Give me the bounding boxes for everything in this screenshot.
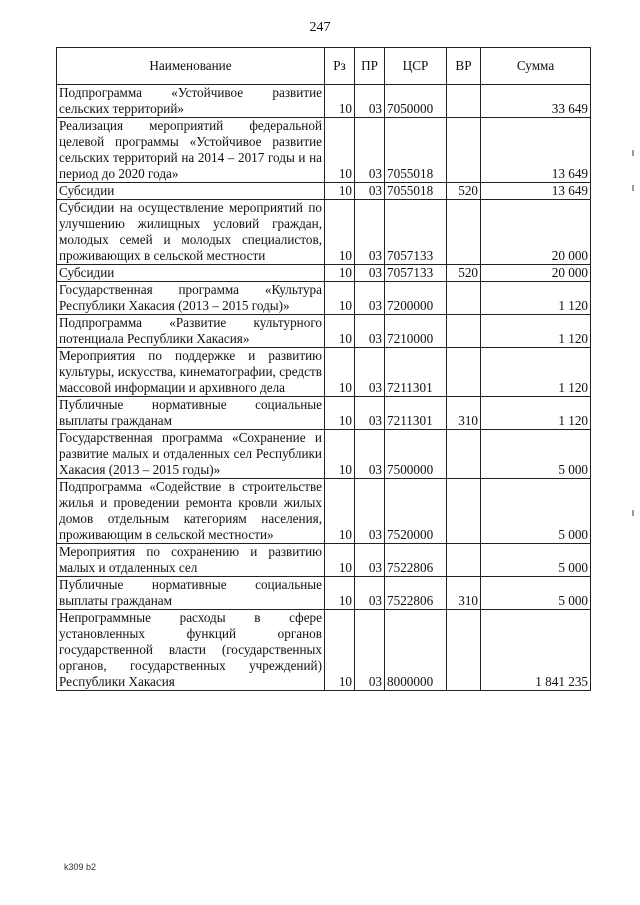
row-sum: 5 000 — [481, 544, 591, 577]
row-name: Субсидии на осуществление мероприятий по улучшению жилищных условий граждан, молодых семей и молодых специалистов, проживающих в сельской местности — [57, 200, 325, 265]
row-vr — [447, 544, 481, 577]
row-rz: 10 — [325, 544, 355, 577]
table-row — [57, 397, 591, 430]
row-vr — [447, 85, 481, 118]
table-row — [57, 85, 591, 118]
row-csr: 7210000 — [385, 315, 447, 348]
table-row — [57, 610, 591, 691]
row-name: Публичные нормативные социальные выплаты гражданам — [57, 397, 325, 430]
row-csr: 7200000 — [385, 282, 447, 315]
row-rz: 10 — [325, 265, 355, 282]
row-vr — [447, 610, 481, 691]
row-name: Реализация мероприятий федеральной целевой программы «Устойчивое развитие сельских территорий на 2014 – 2017 годы и на период до 2020 года» — [57, 118, 325, 183]
table-row — [57, 577, 591, 610]
row-rz: 10 — [325, 577, 355, 610]
table-row — [57, 118, 591, 183]
table-row — [57, 200, 591, 265]
row-vr: 310 — [447, 397, 481, 430]
row-sum: 1 120 — [481, 397, 591, 430]
table-row — [57, 479, 591, 544]
header-sum: Сумма — [481, 48, 591, 85]
row-name: Мероприятия по сохранению и развитию малых и отдаленных сел — [57, 544, 325, 577]
row-name: Подпрограмма «Содействие в строительстве жилья и проведении ремонта кровли жилых домов отдельным категориям населения, проживающим в сельской местности» — [57, 479, 325, 544]
row-rz: 10 — [325, 85, 355, 118]
row-vr: 520 — [447, 265, 481, 282]
row-csr: 7057133 — [385, 200, 447, 265]
row-sum: 1 120 — [481, 282, 591, 315]
row-vr — [447, 315, 481, 348]
table-row — [57, 430, 591, 479]
row-name: Мероприятия по поддержке и развитию культуры, искусства, кинематографии, средств массовой информации и архивного дела — [57, 348, 325, 397]
row-rz: 10 — [325, 348, 355, 397]
header-name: Наименование — [57, 48, 325, 85]
row-pr: 03 — [355, 282, 385, 315]
row-sum: 5 000 — [481, 479, 591, 544]
row-pr: 03 — [355, 118, 385, 183]
table-row — [57, 282, 591, 315]
row-csr: 7522806 — [385, 577, 447, 610]
row-vr — [447, 282, 481, 315]
row-vr — [447, 348, 481, 397]
row-rz: 10 — [325, 610, 355, 691]
row-pr: 03 — [355, 397, 385, 430]
row-sum: 20 000 — [481, 200, 591, 265]
table-row — [57, 183, 591, 200]
scan-mark — [632, 185, 634, 191]
row-pr: 03 — [355, 183, 385, 200]
row-rz: 10 — [325, 315, 355, 348]
row-name: Государственная программа «Культура Республики Хакасия (2013 – 2015 годы)» — [57, 282, 325, 315]
row-vr: 520 — [447, 183, 481, 200]
row-rz: 10 — [325, 479, 355, 544]
row-vr — [447, 430, 481, 479]
row-sum: 33 649 — [481, 85, 591, 118]
row-rz: 10 — [325, 397, 355, 430]
row-csr: 7055018 — [385, 118, 447, 183]
row-name: Субсидии — [57, 265, 325, 282]
row-sum: 1 120 — [481, 315, 591, 348]
budget-table — [56, 47, 591, 691]
row-pr: 03 — [355, 544, 385, 577]
table-row — [57, 544, 591, 577]
row-pr: 03 — [355, 265, 385, 282]
row-name: Подпрограмма «Устойчивое развитие сельских территорий» — [57, 85, 325, 118]
row-pr: 03 — [355, 85, 385, 118]
row-rz: 10 — [325, 282, 355, 315]
scan-mark — [632, 150, 634, 156]
row-sum: 13 649 — [481, 118, 591, 183]
row-name: Государственная программа «Сохранение и развитие малых и отдаленных сел Республики Хакасия (2013 – 2015 годы)» — [57, 430, 325, 479]
row-pr: 03 — [355, 200, 385, 265]
row-pr: 03 — [355, 348, 385, 397]
row-vr — [447, 200, 481, 265]
row-sum: 5 000 — [481, 577, 591, 610]
row-name: Непрограммные расходы в сфере установленных функций органов государственной власти (государственных органов, государственных учреждений) Республики Хакасия — [57, 610, 325, 691]
row-name: Субсидии — [57, 183, 325, 200]
row-csr: 7050000 — [385, 85, 447, 118]
row-rz: 10 — [325, 200, 355, 265]
row-pr: 03 — [355, 610, 385, 691]
row-rz: 10 — [325, 430, 355, 479]
header-vr: ВР — [447, 48, 481, 85]
row-sum: 13 649 — [481, 183, 591, 200]
row-csr: 7057133 — [385, 265, 447, 282]
row-csr: 7055018 — [385, 183, 447, 200]
footer-code: k309 b2 — [64, 862, 97, 872]
page-number: 247 — [309, 20, 331, 35]
row-vr: 310 — [447, 577, 481, 610]
row-sum: 1 841 235 — [481, 610, 591, 691]
row-sum: 5 000 — [481, 430, 591, 479]
row-sum: 1 120 — [481, 348, 591, 397]
table-row — [57, 348, 591, 397]
header-rz: Рз — [325, 48, 355, 85]
row-csr: 8000000 — [385, 610, 447, 691]
table-header-row — [57, 48, 591, 85]
row-vr — [447, 118, 481, 183]
header-csr: ЦСР — [385, 48, 447, 85]
scan-mark — [632, 510, 634, 516]
row-csr: 7500000 — [385, 430, 447, 479]
row-pr: 03 — [355, 315, 385, 348]
row-csr: 7522806 — [385, 544, 447, 577]
row-pr: 03 — [355, 430, 385, 479]
table-row — [57, 265, 591, 282]
row-rz: 10 — [325, 183, 355, 200]
row-name: Подпрограмма «Развитие культурного потенциала Республики Хакасия» — [57, 315, 325, 348]
table-row — [57, 315, 591, 348]
row-csr: 7211301 — [385, 348, 447, 397]
row-csr: 7211301 — [385, 397, 447, 430]
row-rz: 10 — [325, 118, 355, 183]
row-sum: 20 000 — [481, 265, 591, 282]
row-pr: 03 — [355, 479, 385, 544]
row-csr: 7520000 — [385, 479, 447, 544]
row-name: Публичные нормативные социальные выплаты гражданам — [57, 577, 325, 610]
header-pr: ПР — [355, 48, 385, 85]
row-pr: 03 — [355, 577, 385, 610]
row-vr — [447, 479, 481, 544]
